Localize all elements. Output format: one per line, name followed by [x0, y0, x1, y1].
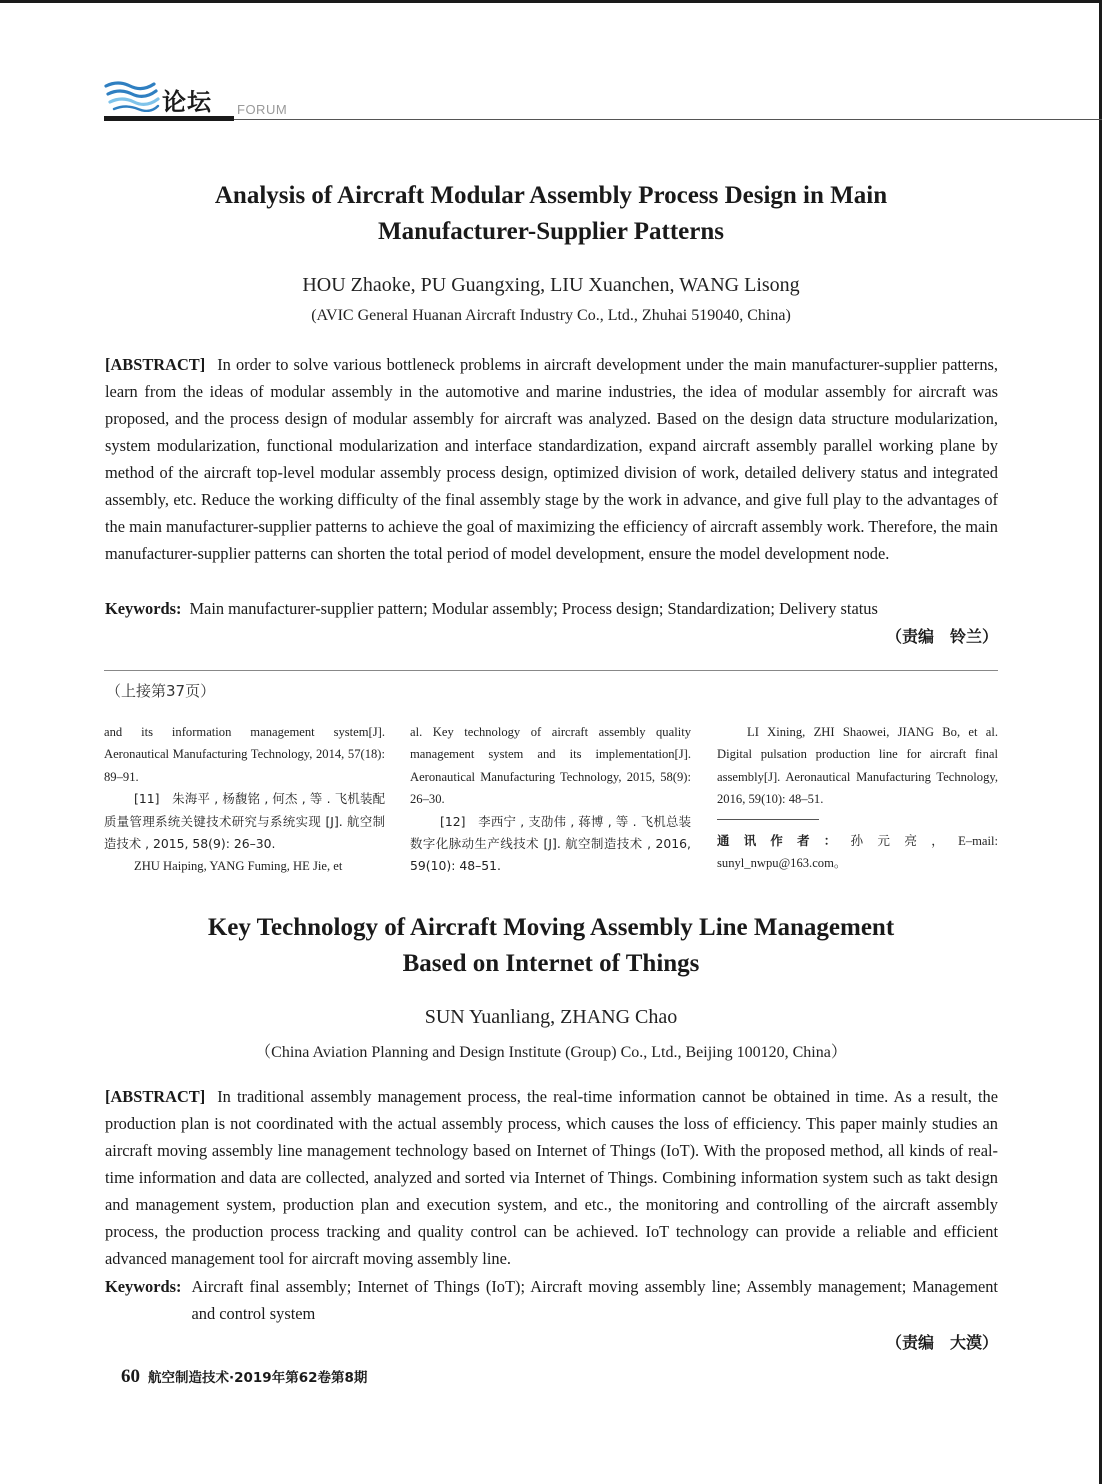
article1-authors: HOU Zhaoke, PU Guangxing, LIU Xuanchen, WANG Lisong: [302, 274, 800, 296]
references-column-2: [410, 721, 691, 878]
article2-authors: SUN Yuanliang, ZHANG Chao: [424, 1006, 678, 1028]
header-bar: [104, 116, 234, 121]
section-title-en: FORUM: [237, 102, 288, 117]
reference-entry: ZHU Haiping, YANG Fuming, HE Jie, et: [134, 859, 343, 874]
article2-title: [104, 910, 998, 982]
journal-info: 航空制造技术·2019年第62卷第8期: [148, 1370, 368, 1386]
article1-keywords: [105, 595, 998, 622]
article1-title-line1: Analysis of Aircraft Modular Assembly Process Design in Main: [214, 182, 888, 209]
page-border-top: [0, 0, 1102, 3]
article2-title-line2: Based on Internet of Things: [402, 950, 700, 977]
article2-keywords: [105, 1273, 998, 1327]
keywords-label: Keywords:: [105, 1277, 182, 1296]
section-title-cn: 论坛: [162, 88, 212, 116]
reference-entry: LI Xining, ZHI Shaowei, JIANG Bo, et al. Digital pulsation production line for aircraft final assembly[J]. Aeronautical Manufacturing Technology, 2016, 59(10): 48–51.: [717, 725, 998, 807]
article2-title-line1: Key Technology of Aircraft Moving Assembly Line Management: [207, 914, 895, 941]
header-rule: [234, 119, 1102, 120]
abstract-text: In traditional assembly management process, the real-time information cannot be obtained in time. As a result, the production plan is not coordinated with the actual assembly process, which causes the loss of efficiency. This paper mainly studies an aircraft moving assembly line management technology based on Internet of Things (IoT). With the proposed method, all kinds of real-time information and data are collected, analyzed and sorted via Internet of Things. Combining information system such as takt design and management system, production plan and execution system, and etc., the monitoring and controlling of the aircraft assembly process, the production process tracking and quality control can be achieved. IoT technology can provide a reliable and efficient advanced management tool for aircraft moving assembly line.: [105, 1087, 998, 1268]
abstract-label: [ABSTRACT]: [105, 355, 206, 374]
article1-abstract: [105, 351, 998, 567]
continued-from-note: （上接第37页）: [106, 682, 216, 700]
keywords-text: Aircraft final assembly; Internet of Things (IoT); Aircraft moving assembly line; Assembly management; Management and control system: [191, 1277, 998, 1323]
running-header: [104, 72, 1102, 124]
article2-abstract: [105, 1083, 998, 1272]
abstract-label: [ABSTRACT]: [105, 1087, 206, 1106]
references-column-1: [104, 721, 385, 878]
reference-entry: [12] 李西宁 , 支劭伟 , 蒋博 , 等 . 飞机总装数字化脉动生产线技术 [J]. 航空制造技术 , 2016, 59(10): 48–51.: [410, 813, 691, 874]
abstract-text: In order to solve various bottleneck problems in aircraft development under the main manufacturer-supplier patterns, learn from the ideas of modular assembly in the automotive and marine industries, the idea of modular assembly for aircraft was proposed, and the process design of modular assembly for aircraft was analyzed. Based on the design data structure modularization, system modularization, functional modularization and interface standardization, expand aircraft assembly parallel working plane by method of the aircraft top-level modular assembly process design, optimized division of work, detailed delivery status and integrated assembly, etc. Reduce the working difficulty of the final assembly stage by the work in advance, and give full play to the advantages of the main manufacturer-supplier patterns to achieve the goal of maximizing the efficiency of aircraft assembly work. Therefore, the main manufacturer-supplier patterns can shorten the total period of model development, ensure the model development node.: [105, 355, 998, 563]
correspondence-text: 孙元亮，E–mail: sunyl_nwpu@163.com。: [717, 833, 999, 871]
reference-entry: al. Key technology of aircraft assembly quality management system and its implementation[J]. Aeronautical Manufacturing Technology, 2015, 58(9): 26–30.: [410, 725, 691, 807]
footnote-rule: [717, 819, 819, 820]
correspondence-label: 通讯作者：: [717, 832, 851, 848]
keywords-label: Keywords:: [105, 599, 182, 618]
article2-affiliation: （China Aviation Planning and Design Institute (Group) Co., Ltd., Beijing 100120, China）: [255, 1044, 847, 1061]
reference-entry: [11] 朱海平 , 杨馥铭 , 何杰 , 等 . 飞机装配质量管理系统关键技术研究与系统实现 [J]. 航空制造技术 , 2015, 58(9): 26–30.: [104, 791, 385, 852]
section-divider: [104, 670, 998, 671]
reference-entry: and its information management system[J]. Aeronautical Manufacturing Technology, 2014, 57(18): 89–91.: [104, 725, 385, 784]
page-footer: [121, 1366, 367, 1388]
article1-title: [104, 178, 998, 250]
article2-editor: （责编 大漠）: [885, 1333, 998, 1352]
references-column-3: [717, 721, 998, 874]
keywords-text: Main manufacturer-supplier pattern; Modular assembly; Process design; Standardization; Delivery status: [189, 599, 878, 618]
correspondence-note: [717, 830, 998, 875]
page-number: 60: [121, 1366, 140, 1387]
wave-logo-icon: [104, 78, 160, 112]
article1-affiliation: (AVIC General Huanan Aircraft Industry Co., Ltd., Zhuhai 519040, China): [311, 307, 791, 324]
article1-editor: （责编 铃兰）: [885, 627, 998, 646]
article1-title-line2: Manufacturer-Supplier Patterns: [377, 218, 725, 245]
